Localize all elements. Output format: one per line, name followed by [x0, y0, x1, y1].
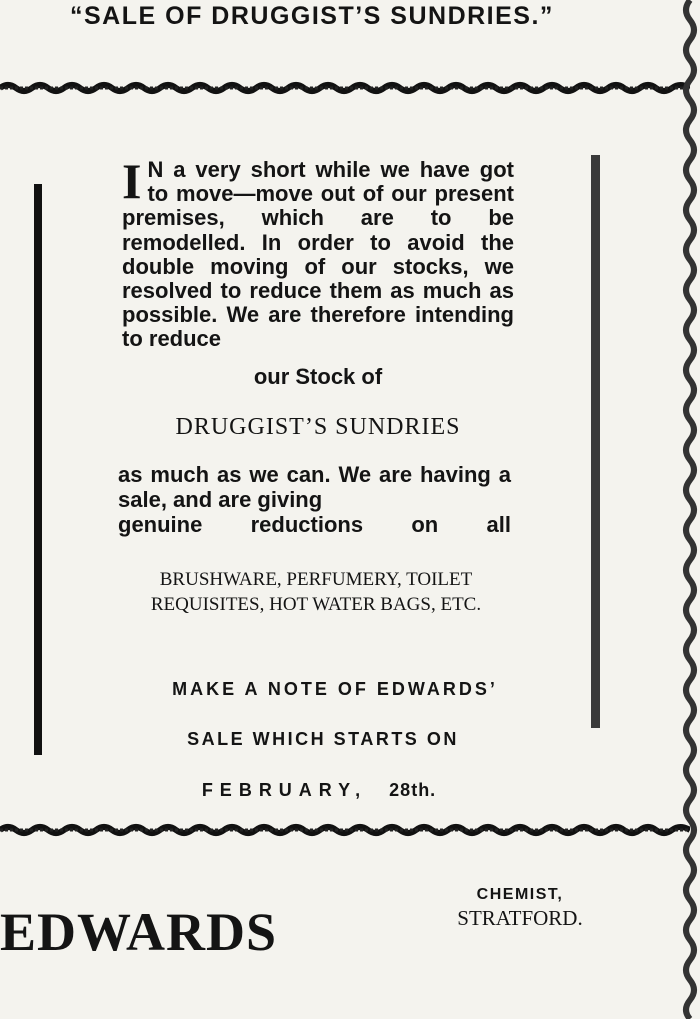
left-border-bar: [34, 184, 42, 755]
ornamental-rule-top: [0, 80, 690, 96]
intro-body: N a very short while we have got to move—move out of our present premises, which are to be remodelled. In order to avoid the double moving of our stocks, we resolved to reduce them as much as possible. We are therefore intending to reduce: [122, 157, 514, 352]
notice-line-3: [84, 780, 554, 801]
right-border-bar: [591, 155, 600, 728]
items-list: BRUSHWARE, PERFUMERY, TOILET REQUISITES, HOT WATER BAGS, ETC.: [150, 569, 482, 615]
notice-day: 28th.: [389, 780, 437, 800]
notice-line-2: SALE WHICH STARTS ON: [187, 729, 459, 749]
notice-month: FEBRUARY,: [201, 780, 368, 800]
address-occupation: CHEMIST,: [476, 886, 564, 903]
sundries-title: DRUGGIST’S SUNDRIES: [175, 414, 461, 440]
headline: “SALE OF DRUGGIST’S SUNDRIES.”: [70, 2, 554, 30]
page-edge-ornament: [680, 0, 700, 1019]
ornamental-rule-bottom: [0, 822, 690, 838]
address-town: STRATFORD.: [457, 906, 583, 930]
sale-paragraph-body: as much as we can. We are having a sale, and are giving: [118, 462, 511, 512]
intro-final-line: our Stock of: [253, 364, 383, 389]
drop-cap: I: [122, 153, 142, 209]
sale-paragraph: [118, 462, 511, 537]
sale-paragraph-last-line: genuine reductions on all: [118, 512, 511, 537]
intro-paragraph: [122, 153, 514, 352]
signature-name: EDWARDS: [0, 902, 278, 962]
notice-line-1: MAKE A NOTE OF EDWARDS’: [172, 679, 498, 699]
